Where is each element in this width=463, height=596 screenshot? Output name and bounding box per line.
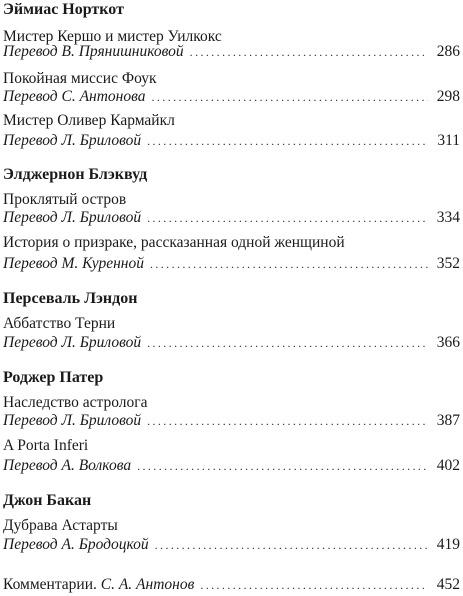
- toc-entry[interactable]: [3, 131, 460, 151]
- page-number: 352: [436, 255, 460, 272]
- translator-credit: Перевод Л. Бриловой: [3, 334, 142, 351]
- dot-leader: [155, 535, 428, 555]
- comments-credit: [3, 575, 194, 595]
- page-number: 334: [436, 209, 460, 226]
- toc-entry[interactable]: [3, 535, 460, 555]
- comments-author: С. А. Антонов: [100, 576, 195, 593]
- page-number: 419: [436, 536, 460, 553]
- page-number: 311: [437, 132, 460, 149]
- dot-leader: [147, 131, 428, 151]
- work-title: Наследство астролога: [3, 394, 148, 411]
- dot-leader: [147, 411, 428, 431]
- comments-label: Комментарии.: [3, 576, 97, 593]
- page-number: 452: [436, 576, 460, 593]
- author-heading: Роджер Патер: [3, 369, 104, 386]
- work-title: Проклятый остров: [3, 191, 127, 208]
- page-number: 366: [436, 334, 460, 351]
- toc-entry[interactable]: [3, 254, 460, 274]
- translator-credit: Перевод С. Антонова: [3, 88, 146, 105]
- dot-leader: [137, 456, 428, 476]
- author-heading: Персеваль Лэндон: [3, 290, 138, 307]
- work-title: Мистер Кершо и мистер Уилкокс: [3, 28, 222, 45]
- work-title: Дубрава Астарты: [3, 517, 118, 534]
- page-number: 286: [436, 43, 460, 60]
- toc-entry[interactable]: [3, 42, 460, 62]
- page-number: 298: [436, 88, 460, 105]
- translator-credit: Перевод Л. Бриловой: [3, 132, 142, 149]
- translator-credit: Перевод М. Куренной: [3, 255, 144, 272]
- toc-entry[interactable]: [3, 87, 460, 107]
- work-title: A Porta Inferi: [3, 437, 89, 454]
- dot-leader: [147, 333, 428, 353]
- translator-credit: Перевод Л. Бриловой: [3, 209, 142, 226]
- table-of-contents: [3, 0, 460, 596]
- page-number: 402: [436, 457, 460, 474]
- dot-leader: [190, 42, 428, 62]
- work-title: Аббатство Терни: [3, 315, 116, 332]
- translator-credit: Перевод Л. Бриловой: [3, 412, 142, 429]
- toc-entry-comments[interactable]: [3, 575, 460, 595]
- author-heading: Эймиас Норткот: [3, 1, 124, 18]
- author-heading: Элджернон Блэквуд: [3, 166, 148, 183]
- work-title: Мистер Оливер Кармайкл: [3, 112, 175, 129]
- toc-entry[interactable]: [3, 456, 460, 476]
- toc-entry[interactable]: [3, 333, 460, 353]
- translator-credit: Перевод В. Прянишниковой: [3, 43, 184, 60]
- page-number: 387: [436, 412, 460, 429]
- translator-credit: Перевод А. Бродоцкой: [3, 536, 149, 553]
- dot-leader: [152, 87, 429, 107]
- author-heading: Джон Бакан: [3, 492, 92, 509]
- work-title: История о призраке, рассказанная одной женщиной: [3, 234, 345, 251]
- dot-leader: [150, 254, 428, 274]
- toc-entry[interactable]: [3, 411, 460, 431]
- toc-entry[interactable]: [3, 208, 460, 228]
- dot-leader: [200, 575, 428, 595]
- work-title: Покойная миссис Фоук: [3, 70, 157, 87]
- translator-credit: Перевод А. Волкова: [3, 457, 132, 474]
- dot-leader: [147, 208, 428, 228]
